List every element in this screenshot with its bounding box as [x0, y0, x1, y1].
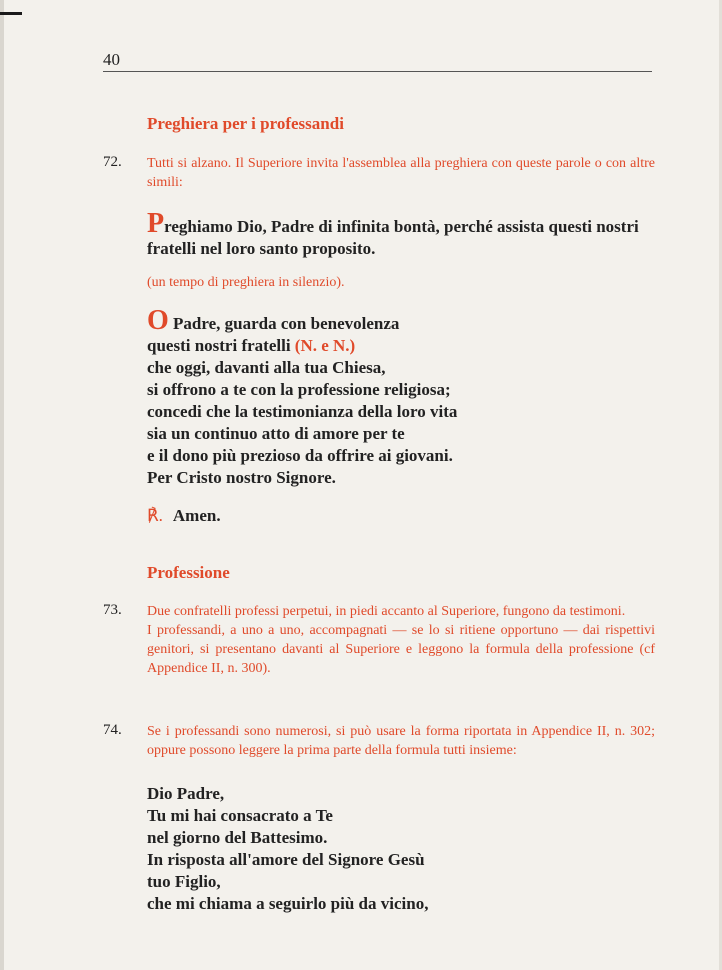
- invitation-line-1: reghiamo Dio, Padre di infinita bontà, perché assista questi nostri: [164, 217, 639, 236]
- formula-line: tuo Figlio,: [147, 872, 221, 891]
- invitation-text: [147, 208, 657, 260]
- section-heading-prayer: Preghiera per i professandi: [147, 114, 344, 133]
- paragraph-number-74: 74.: [103, 722, 122, 738]
- header-rule: [103, 71, 652, 72]
- prayer-line: concedi che la testimonianza della loro vita: [147, 402, 458, 421]
- edge-mark: [0, 12, 22, 15]
- drop-initial-o: O: [147, 305, 169, 336]
- response-text: Amen.: [172, 506, 221, 525]
- formula-line: Dio Padre,: [147, 784, 225, 803]
- rubric-73-part-2: I professandi, a uno a uno, accompagnati — se lo si ritiene opportuno — dai rispettivi genitori, si presentano davanti al Superiore e leggono la formula della professione (cf Appendice II, n. 300).: [147, 623, 655, 676]
- prayer-line: Per Cristo nostro Signore.: [147, 468, 336, 487]
- prayer-line: e il dono più prezioso da offrire ai giovani.: [147, 446, 453, 465]
- invitation-line-2: fratelli nel loro santo proposito.: [147, 239, 376, 258]
- prayer-names: (N. e N.): [294, 336, 356, 355]
- page-number: 40: [103, 50, 120, 69]
- prayer-text: [147, 305, 657, 489]
- prayer-line: che oggi, davanti alla tua Chiesa,: [147, 358, 386, 377]
- page-edge-left: [0, 0, 4, 970]
- rubric-74: Se i professandi sono numerosi, si può usare la forma riportata in Appendice II, n. 302; oppure possono leggere la prima parte della formula tutti insieme:: [147, 724, 655, 758]
- rubric-72: Tutti si alzano. Il Superiore invita l'assemblea alla preghiera con queste parole o con altre simili:: [147, 156, 655, 190]
- response-symbol: ℟.: [147, 506, 163, 525]
- response-amen: [147, 506, 221, 526]
- formula-line: In risposta all'amore del Signore Gesù: [147, 850, 425, 869]
- drop-initial-p: P: [147, 208, 165, 239]
- profession-formula: [147, 783, 657, 915]
- formula-line: Tu mi hai consacrato a Te: [147, 806, 333, 825]
- rubric-73-part-1: Due confratelli professi perpetui, in piedi accanto al Superiore, fungono da testimoni.: [147, 604, 626, 619]
- prayer-line-1: Padre, guarda con benevolenza: [168, 314, 400, 333]
- rubric-73: [147, 602, 655, 678]
- prayer-line: sia un continuo atto di amore per te: [147, 424, 405, 443]
- formula-line: nel giorno del Battesimo.: [147, 828, 328, 847]
- prayer-line-2: questi nostri fratelli: [147, 336, 295, 355]
- paragraph-number-72: 72.: [103, 154, 122, 170]
- paragraph-number-73: 73.: [103, 602, 122, 618]
- section-heading-profession: Professione: [147, 563, 230, 582]
- formula-line: che mi chiama a seguirlo più da vicino,: [147, 894, 429, 913]
- silence-note: (un tempo di preghiera in silenzio).: [147, 275, 345, 290]
- prayer-line: si offrono a te con la professione religiosa;: [147, 380, 451, 399]
